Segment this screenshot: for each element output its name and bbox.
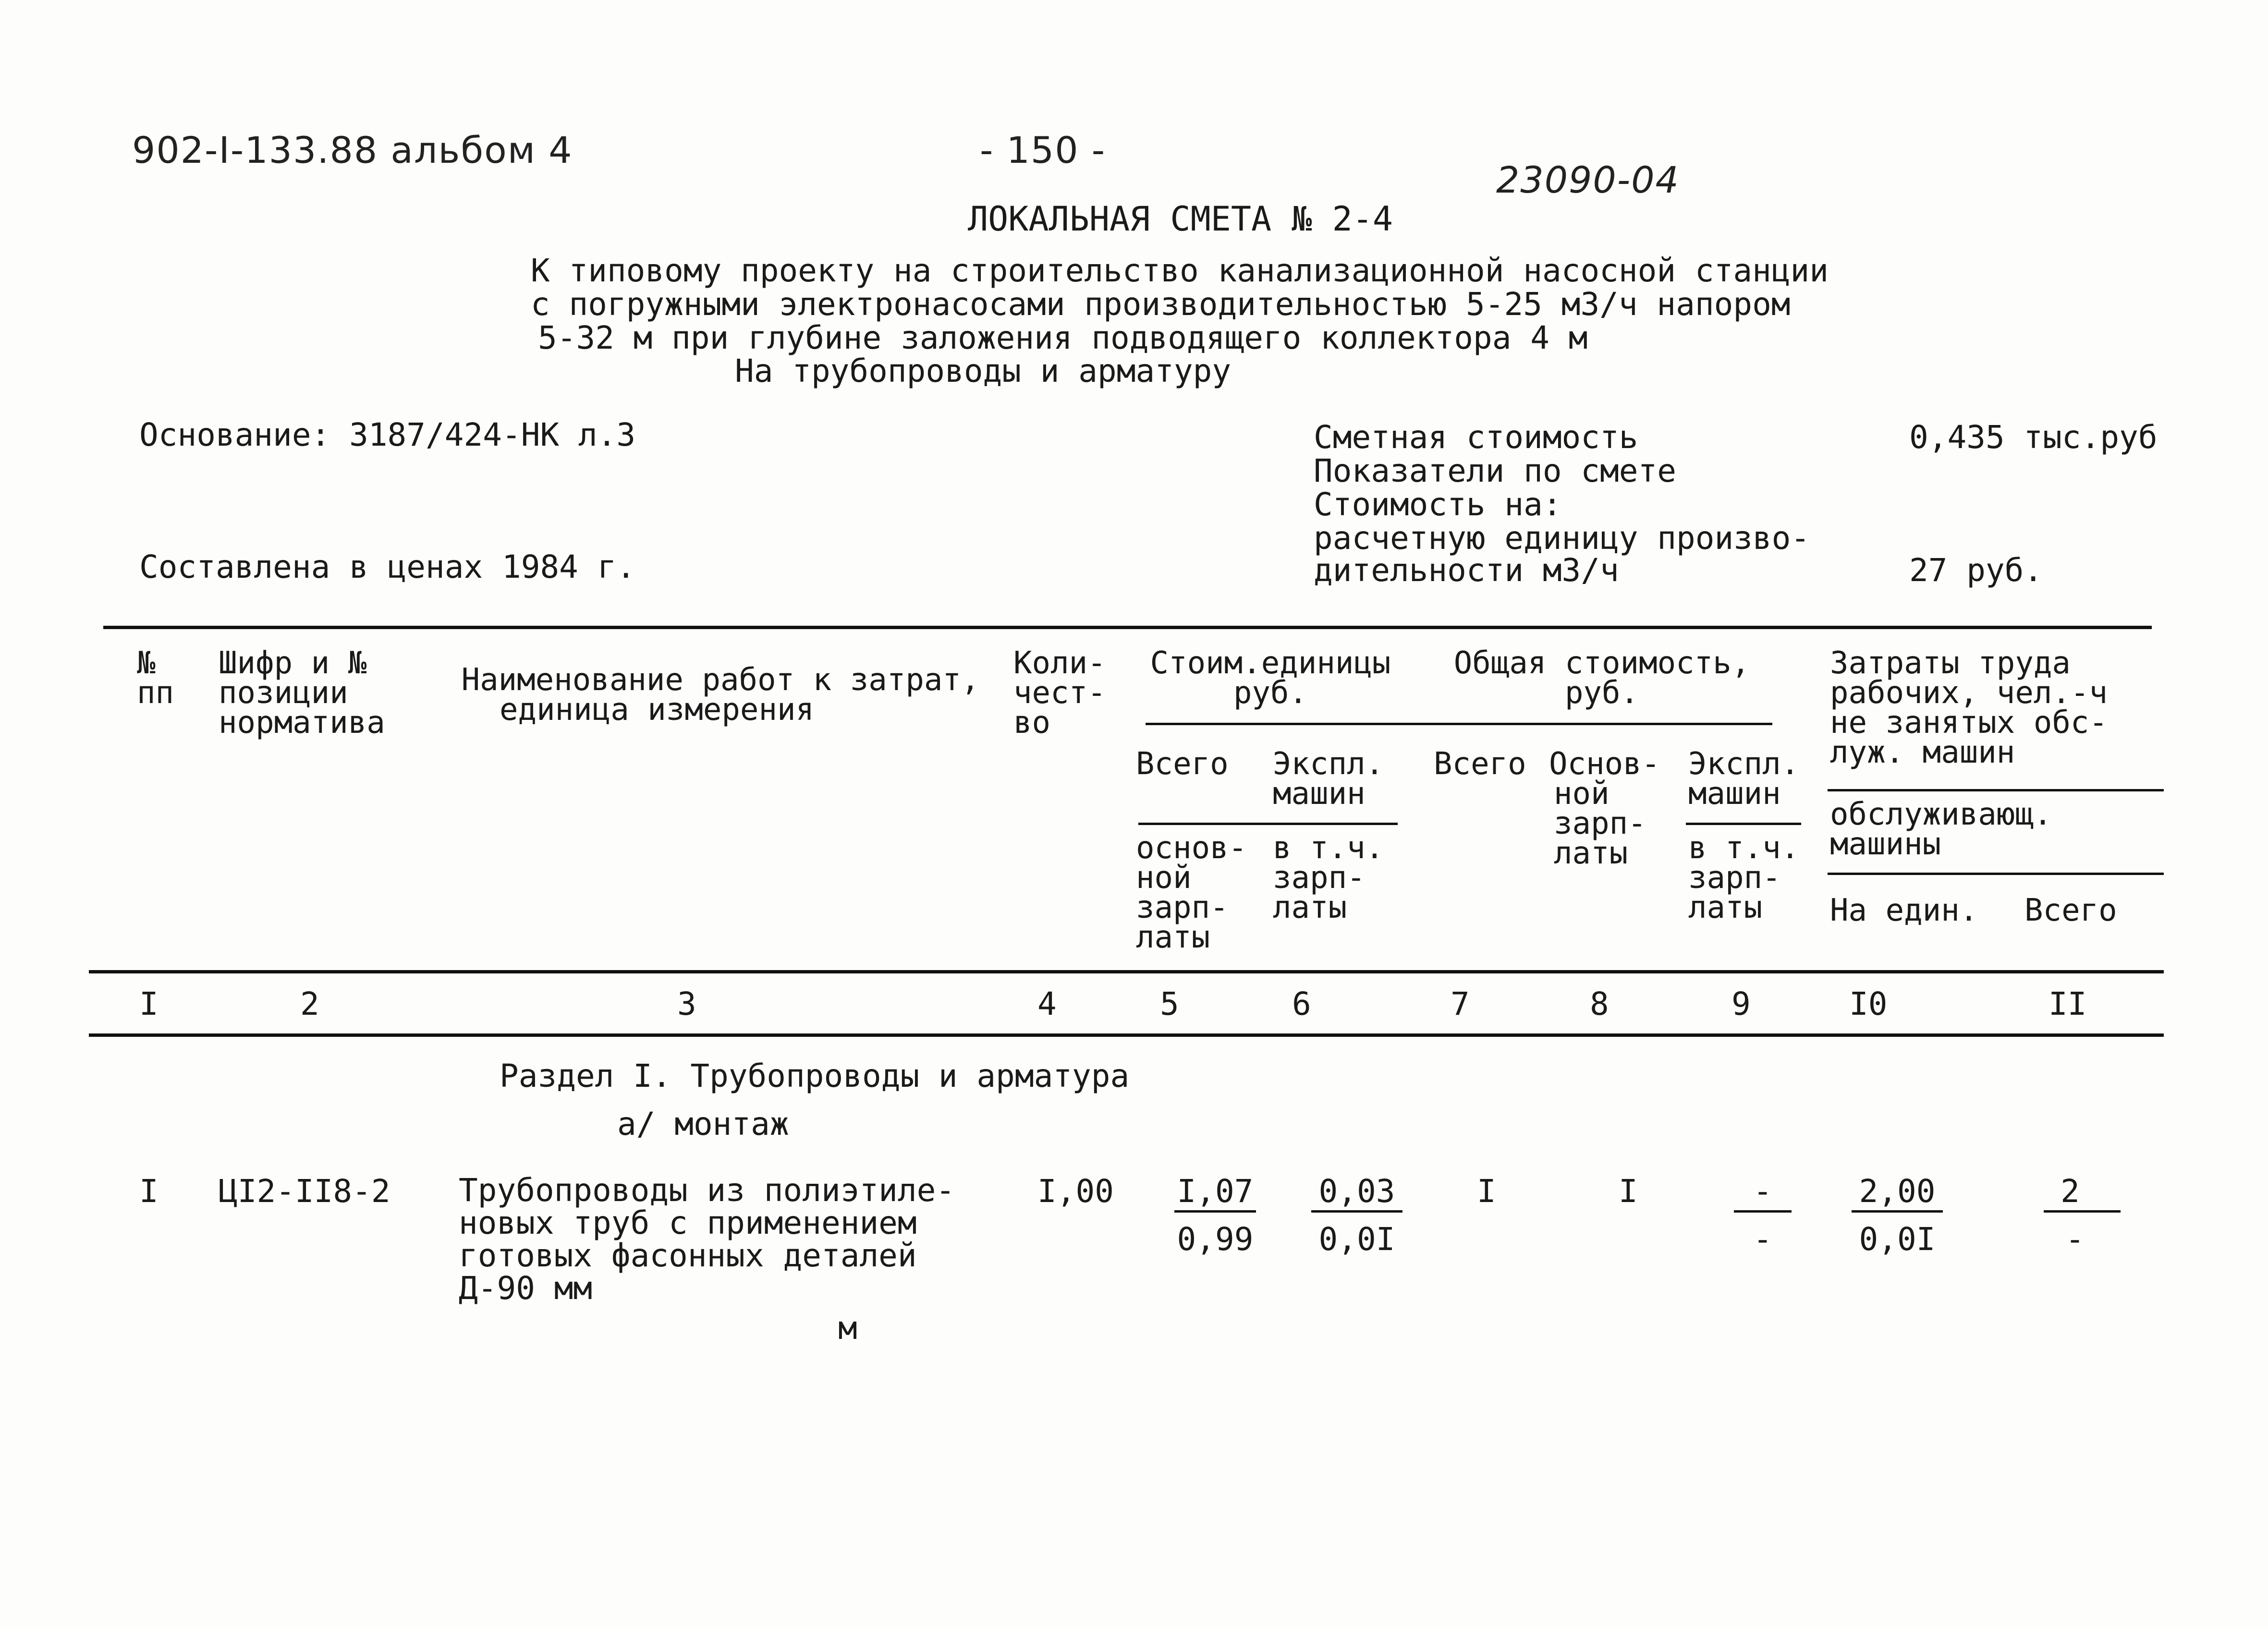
serv-split-rule bbox=[1828, 873, 2164, 875]
row-c9-top: - bbox=[1753, 1173, 1772, 1210]
row-c7: I bbox=[1477, 1173, 1496, 1210]
album-annotation: 902-I-133.88 альбом 4 bbox=[132, 129, 573, 171]
c9-split-rule bbox=[1686, 823, 1801, 825]
col-code-header: Шифр и № позиции норматива bbox=[219, 645, 385, 741]
colnum-bottom-rule bbox=[89, 1033, 2164, 1037]
basis: Основание: 3187/424-НК л.3 bbox=[139, 416, 636, 453]
col-name-header: Наименование работ к затрат, единица измерения bbox=[461, 662, 980, 728]
total-cost-group-header: Общая стоимость, руб. bbox=[1453, 645, 1750, 711]
colnum-10: I0 bbox=[1849, 985, 1888, 1022]
estimated-cost-label: Сметная стоимость bbox=[1314, 419, 1638, 456]
unit-cost-value: 27 руб. bbox=[1909, 552, 2043, 589]
section-title: Раздел I. Трубопроводы и арматура bbox=[500, 1057, 1130, 1094]
row-c11-fraction-bar bbox=[2044, 1210, 2121, 1213]
cost-on-label: Стоимость на: bbox=[1314, 486, 1562, 523]
colnum-11: II bbox=[2049, 985, 2087, 1022]
colnum-6: 6 bbox=[1292, 985, 1311, 1022]
row-number: I bbox=[139, 1173, 159, 1210]
col11-header: Всего bbox=[2024, 893, 2117, 928]
row-c5-top: I,07 bbox=[1177, 1173, 1254, 1210]
indicators-label: Показатели по смете bbox=[1314, 452, 1676, 489]
col7-header: Всего bbox=[1434, 746, 1526, 782]
row-name: Трубопроводы из полиэтиле- новых труб с применением готовых фасонных деталей Д-90 мм bbox=[459, 1172, 955, 1307]
colnum-3: 3 bbox=[677, 985, 696, 1022]
row-c9-bottom: - bbox=[1753, 1221, 1772, 1258]
row-c11-top: 2 bbox=[2061, 1173, 2080, 1210]
col-num-header: № пп bbox=[137, 645, 174, 711]
col10-header: На един. bbox=[1830, 893, 1978, 928]
subtitle-line-3: 5-32 м при глубине заложения подводящего коллектора 4 м bbox=[538, 319, 1588, 356]
col6-bottom-header: в т.ч. зарп- латы bbox=[1273, 830, 1384, 925]
labor-group-rule bbox=[1828, 789, 2164, 791]
col5-top-header: Всего bbox=[1136, 746, 1229, 782]
row-qty: I,00 bbox=[1037, 1173, 1114, 1210]
row-c5-bottom: 0,99 bbox=[1177, 1221, 1254, 1258]
row-c6-fraction-bar bbox=[1311, 1210, 1402, 1213]
subtitle-line-4: На трубопроводы и арматуру bbox=[735, 352, 1232, 389]
col-qty-header: Коли- чест- во bbox=[1013, 645, 1106, 741]
colnum-9: 9 bbox=[1731, 985, 1751, 1022]
row-c8: I bbox=[1619, 1173, 1638, 1210]
page-title: ЛОКАЛЬНАЯ СМЕТА № 2-4 bbox=[968, 199, 1393, 239]
c5c6-split-rule bbox=[1138, 823, 1398, 825]
page-number: - 150 - bbox=[980, 129, 1106, 171]
unit-cost-line-2: дительности м3/ч bbox=[1314, 552, 1619, 589]
subtitle-line-2: с погружными электронасосами производительностью 5-25 м3/ч напором bbox=[531, 286, 1791, 323]
colnum-2: 2 bbox=[300, 985, 319, 1022]
header-bottom-rule bbox=[89, 970, 2164, 973]
cost-group-rule bbox=[1146, 723, 1772, 725]
col6-top-header: Экспл. машин bbox=[1273, 746, 1384, 812]
unit-cost-line-1: расчетную единицу произво- bbox=[1314, 520, 1810, 557]
colnum-8: 8 bbox=[1590, 985, 1609, 1022]
row-c10-top: 2,00 bbox=[1859, 1173, 1936, 1210]
subtitle-line-1: К типовому проекту на строительство канализационной насосной станции bbox=[531, 252, 1829, 289]
colnum-1: I bbox=[139, 985, 159, 1022]
table-top-rule bbox=[103, 626, 2152, 629]
row-c11-bottom: - bbox=[2065, 1221, 2085, 1258]
section-subtitle: а/ монтаж bbox=[617, 1106, 789, 1142]
row-c10-bottom: 0,0I bbox=[1859, 1221, 1936, 1258]
row-c9-fraction-bar bbox=[1734, 1210, 1792, 1213]
colnum-4: 4 bbox=[1037, 985, 1057, 1022]
colnum-5: 5 bbox=[1160, 985, 1179, 1022]
col9-top-header: Экспл. машин bbox=[1688, 746, 1800, 812]
estimated-cost-value: 0,435 тыс.руб bbox=[1909, 419, 2158, 456]
row-c10-fraction-bar bbox=[1852, 1210, 1943, 1213]
colnum-7: 7 bbox=[1451, 985, 1470, 1022]
unit-cost-group-header: Стоим.единицы руб. bbox=[1150, 645, 1391, 711]
row-c6-top: 0,03 bbox=[1318, 1173, 1395, 1210]
row-code: ЦI2-II8-2 bbox=[219, 1173, 390, 1210]
row-c6-bottom: 0,0I bbox=[1318, 1221, 1395, 1258]
col8-header: Основ- ной зарп- латы bbox=[1549, 746, 1660, 871]
col9-bottom-header: в т.ч. зарп- латы bbox=[1688, 830, 1800, 925]
prices-year: Составлена в ценах 1984 г. bbox=[139, 548, 636, 585]
col5-bottom-header: основ- ной зарп- латы bbox=[1136, 830, 1247, 955]
labor-group-header: Затраты труда рабочих, чел.-ч не занятых обс- луж. машин bbox=[1830, 645, 2108, 770]
row-c5-fraction-bar bbox=[1174, 1210, 1256, 1213]
row-unit: м bbox=[838, 1310, 857, 1347]
document-code: 23090-04 bbox=[1496, 158, 1680, 201]
serv-machines-header: обслуживающ. машины bbox=[1830, 797, 2052, 862]
